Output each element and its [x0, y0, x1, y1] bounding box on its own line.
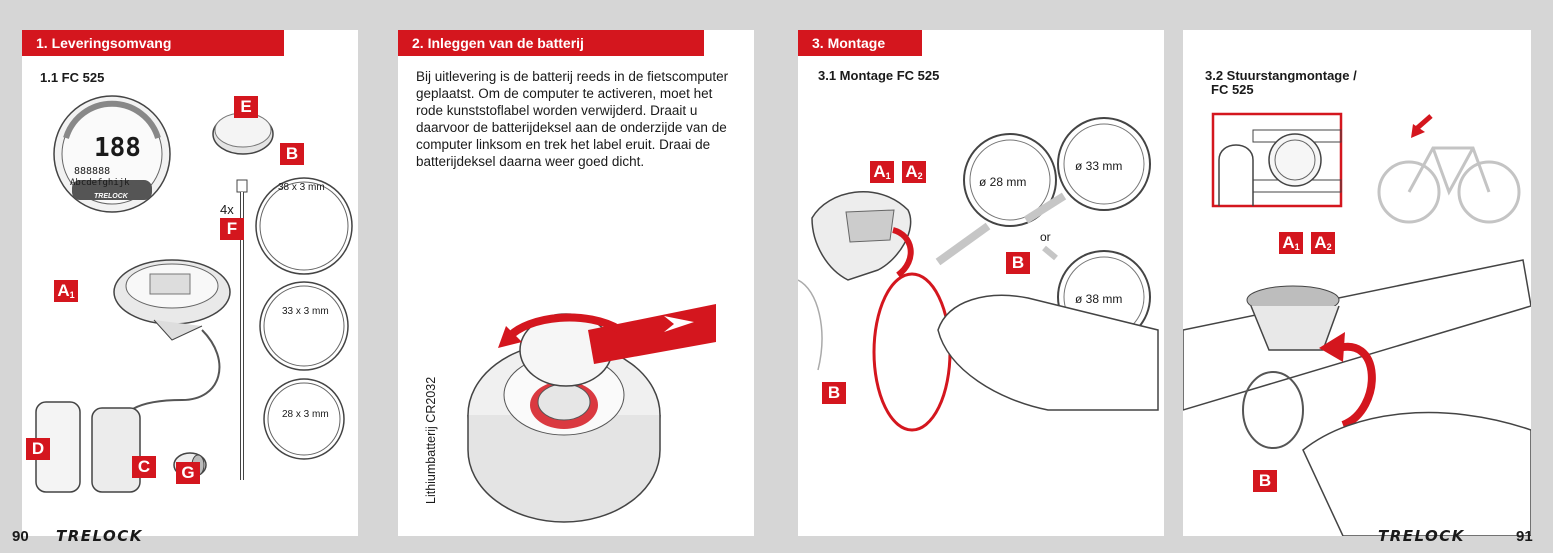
brand-logo-right: TRELOCK: [1378, 527, 1465, 545]
ring-label-28: ø 28 mm: [979, 175, 1027, 189]
brand-logo-left: TRELOCK: [56, 527, 143, 545]
label-a2: [1311, 232, 1335, 254]
display-digits: 888888: [74, 166, 111, 177]
label-a1-letter: A: [873, 162, 886, 181]
label-c: C: [132, 456, 156, 478]
label-a2-sub: 2: [1326, 242, 1332, 252]
ring-label-38: 38 x 3 mm: [278, 182, 325, 193]
panel-montage: [798, 30, 1164, 536]
quantity-label: 4x: [220, 202, 234, 217]
label-a1-letter: A: [1282, 233, 1295, 252]
label-a2: [902, 161, 926, 183]
label-a1: [54, 280, 78, 302]
label-a2-letter: A: [905, 162, 918, 181]
subsection-title: 1.1 FC 525: [40, 70, 105, 85]
label-a1-sub: 1: [885, 171, 891, 181]
subsection-title-cont: FC 525: [1211, 82, 1254, 97]
label-a1: [870, 161, 894, 183]
label-b: B: [1253, 470, 1277, 492]
label-a2-sub: 2: [917, 171, 923, 181]
label-a1-letter: A: [57, 281, 70, 300]
battery-label: Lithiumbatterij CR2032: [424, 376, 438, 504]
subsection-title: 3.1 Montage FC 525: [818, 68, 940, 83]
label-b: B: [280, 143, 304, 165]
panel-batterij: [398, 30, 754, 536]
ring-label-33: 33 x 3 mm: [282, 306, 329, 317]
label-a1-sub: 1: [1294, 242, 1300, 252]
panel-leveringsomvang: [22, 30, 358, 536]
label-d: D: [26, 438, 50, 460]
label-b: B: [1006, 252, 1030, 274]
display-logo: TRELOCK: [94, 193, 128, 200]
label-f: F: [220, 218, 244, 240]
ring-label-38: ø 38 mm: [1075, 292, 1123, 306]
label-a1: [1279, 232, 1303, 254]
panel-stuurstangmontage: [1183, 30, 1531, 536]
label-e: E: [234, 96, 258, 118]
mounting-illustration: [798, 30, 1164, 536]
or-label: or: [1040, 230, 1051, 244]
page-number-right: 91: [1516, 528, 1533, 545]
section-header: 2. Inleggen van de batterij: [398, 30, 704, 56]
label-a2-letter: A: [1314, 233, 1327, 252]
ring-label-28: 28 x 3 mm: [282, 409, 329, 420]
page-number-left: 90: [12, 528, 29, 545]
label-a1-sub: 1: [69, 290, 75, 300]
label-b-band: B: [822, 382, 846, 404]
display-text: Abcdefghijk: [70, 178, 130, 188]
section-header: 3. Montage: [798, 30, 922, 56]
ring-label-33: ø 33 mm: [1075, 159, 1123, 173]
display-speed: 188: [94, 133, 141, 163]
label-g: G: [176, 462, 200, 484]
instruction-text: Bij uitlevering is de batterij reeds in de fietscomputer geplaatst. Om de computer te activeren, moet het rode kunststoflabel worden verwijderd. Draait u daarvoor de batterijdeksel aan de onderzijde van de computer linksom en trek het label eruit. Draai de batterijdeksel daarna weer goed dicht.: [416, 69, 729, 169]
subsection-title: 3.2 Stuurstangmontage /: [1205, 68, 1357, 83]
handlebar-mounting-illustration: [1183, 30, 1531, 536]
section-header: 1. Leveringsomvang: [22, 30, 284, 56]
